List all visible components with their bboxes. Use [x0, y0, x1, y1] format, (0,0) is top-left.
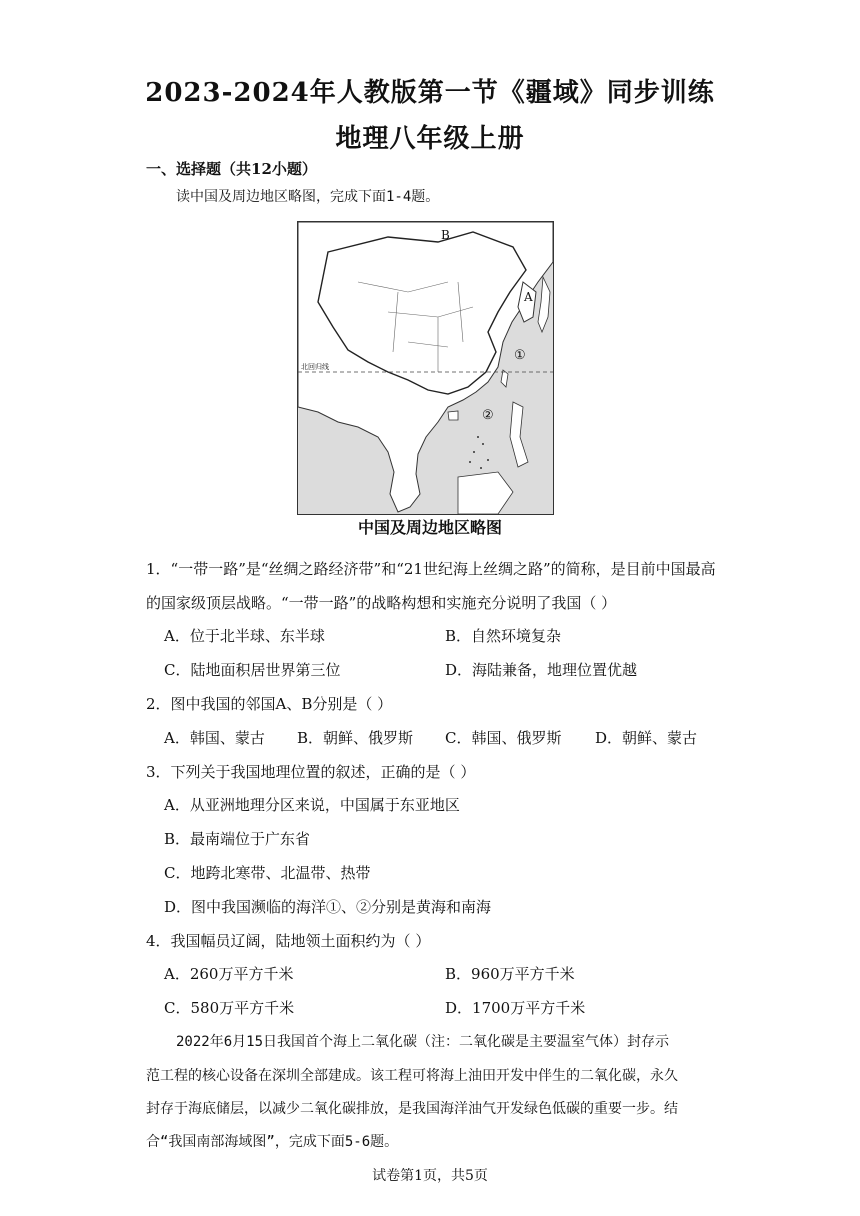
q1-option-b: B．自然环境复杂: [445, 627, 562, 645]
map-caption: 中国及周边地区略图: [357, 518, 502, 537]
q3-option-a: A．从亚洲地理分区来说，中国属于东亚地区: [164, 796, 460, 814]
q3-option-b: B．最南端位于广东省: [164, 830, 311, 848]
q4-stem: 4．我国幅员辽阔，陆地领土面积约为（ ）: [146, 932, 431, 950]
passage-line-1: 2022年6月15日我国首个海上二氧化碳（注：二氧化碳是主要温室气体）封存示: [176, 1034, 669, 1050]
q4-option-d: D．1700万平方千米: [445, 999, 586, 1017]
q1-stem-line2: 的国家级顶层战略。“一带一路”的战略构想和实施充分说明了我国（ ）: [146, 594, 617, 612]
q3-option-d: D．图中我国濒临的海洋①、②分别是黄海和南海: [164, 898, 492, 916]
map-label-sea-1: ①: [514, 348, 526, 363]
q2-option-d: D．朝鲜、蒙古: [595, 729, 698, 747]
map-label-tropic: 北回归线: [301, 363, 329, 371]
map-label-sea-2: ②: [482, 408, 494, 423]
hainan-island: [448, 411, 458, 420]
q3-stem: 3．下列关于我国地理位置的叙述，正确的是（ ）: [146, 763, 476, 781]
map-label-a: A: [524, 290, 533, 304]
section-heading: 一、选择题（共12小题）: [146, 160, 317, 178]
map-label-b: B: [441, 228, 450, 242]
q1-option-a: A．位于北半球、东半球: [164, 627, 325, 645]
china-map: [297, 221, 554, 515]
passage-line-4: 合“我国南部海域图”，完成下面5-6题。: [146, 1134, 399, 1150]
q4-option-a: A．260万平方千米: [164, 965, 294, 983]
map-intro: 读中国及周边地区略图，完成下面1-4题。: [176, 189, 440, 205]
q2-option-b: B．朝鲜、俄罗斯: [297, 729, 414, 747]
q3-option-c: C．地跨北寒带、北温带、热带: [164, 864, 371, 882]
q4-option-c: C．580万平方千米: [164, 999, 295, 1017]
passage-line-2: 范工程的核心设备在深圳全部建成。该工程可将海上油田开发中伴生的二氧化碳，永久: [146, 1068, 678, 1084]
document-subtitle: 地理八年级上册: [335, 124, 525, 154]
q1-option-d: D．海陆兼备，地理位置优越: [445, 661, 638, 679]
q2-option-c: C．韩国、俄罗斯: [445, 729, 562, 747]
page-footer: 试卷第1页，共5页: [372, 1168, 488, 1184]
q2-option-a: A．韩国、蒙古: [164, 729, 265, 747]
map-graphic: [298, 222, 553, 514]
passage-line-3: 封存于海底储层，以减少二氧化碳排放，是我国海洋油气开发绿色低碳的重要一步。结: [146, 1101, 678, 1117]
q1-stem-line1: 1．“一带一路”是“丝绸之路经济带”和“21世纪海上丝绸之路”的简称，是目前中国最高: [146, 560, 716, 578]
q1-option-c: C．陆地面积居世界第三位: [164, 661, 341, 679]
document-title: 2023-2024年人教版第一节《疆域》同步训练: [145, 78, 715, 108]
q4-option-b: B．960万平方千米: [445, 965, 575, 983]
q2-stem: 2．图中我国的邻国A、B分别是（ ）: [146, 695, 393, 713]
